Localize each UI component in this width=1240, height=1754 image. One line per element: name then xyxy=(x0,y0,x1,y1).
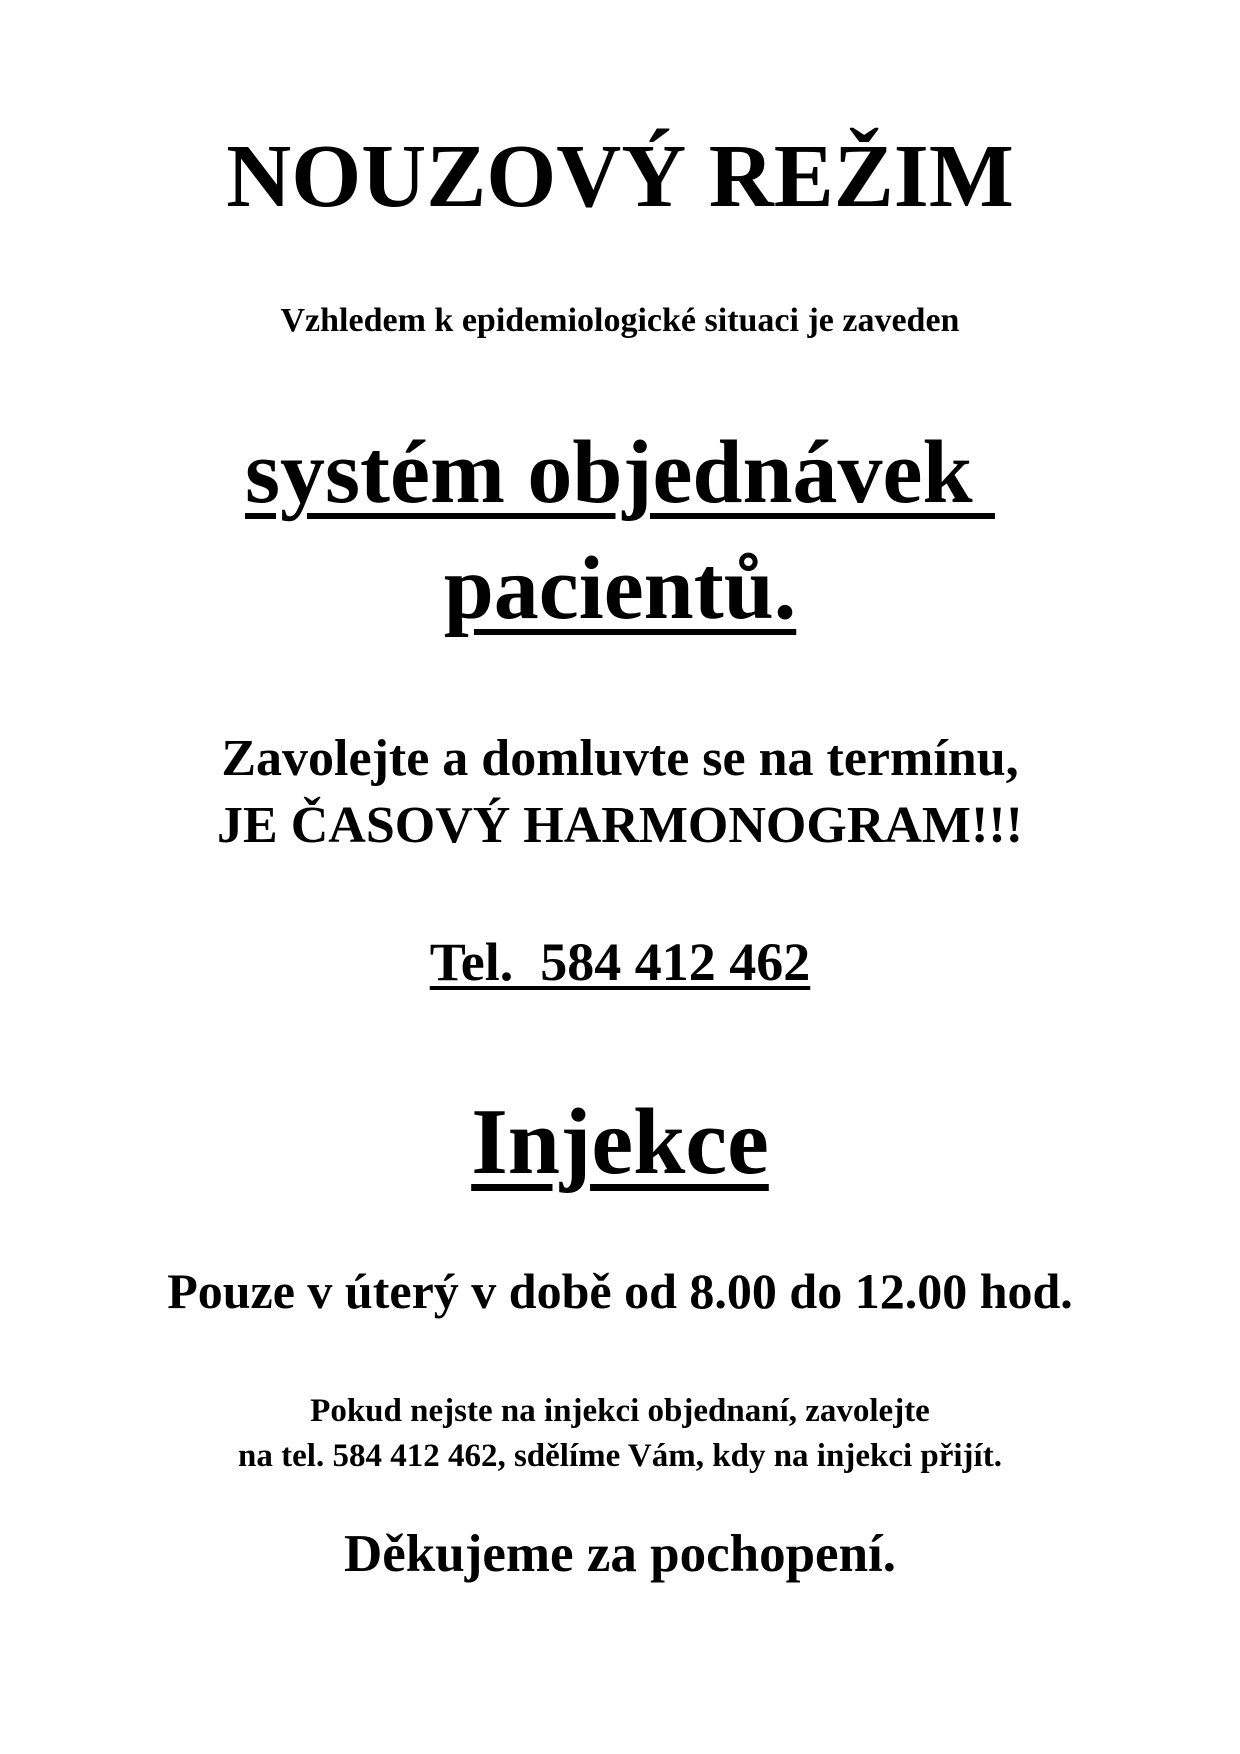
system-heading-line-2 xyxy=(0,539,1240,638)
thanks-text: Děkujeme za pochopení. xyxy=(343,1525,897,1583)
injections-heading: Injekce xyxy=(471,1090,769,1194)
call-instruction-line-1: Zavolejte a domluvte se na termínu, xyxy=(221,730,1019,787)
injections-heading-line xyxy=(0,1090,1240,1194)
injection-note-line-1: Pokud nejste na injekci objednaní, zavolejte xyxy=(310,1393,930,1429)
system-heading-line-1 xyxy=(0,423,1240,522)
system-heading-text-1: systém objednávek xyxy=(244,423,995,522)
injection-note-line-2: na tel. 584 412 462, sdělíme Vám, kdy na injekci přijít. xyxy=(238,1438,1002,1474)
injection-hours: Pouze v úterý v době od 8.00 do 12.00 hod. xyxy=(167,1263,1073,1319)
call-instruction-line-2: JE ČASOVÝ HARMONOGRAM!!! xyxy=(217,797,1023,854)
intro-text: Vzhledem k epidemiologické situaci je zaveden xyxy=(280,302,960,339)
phone-line xyxy=(0,932,1240,992)
phone-number: Tel. 584 412 462 xyxy=(429,932,811,992)
notice-title: NOUZOVÝ REŽIM xyxy=(226,127,1014,226)
system-heading-text-2: pacientů. xyxy=(443,539,797,638)
